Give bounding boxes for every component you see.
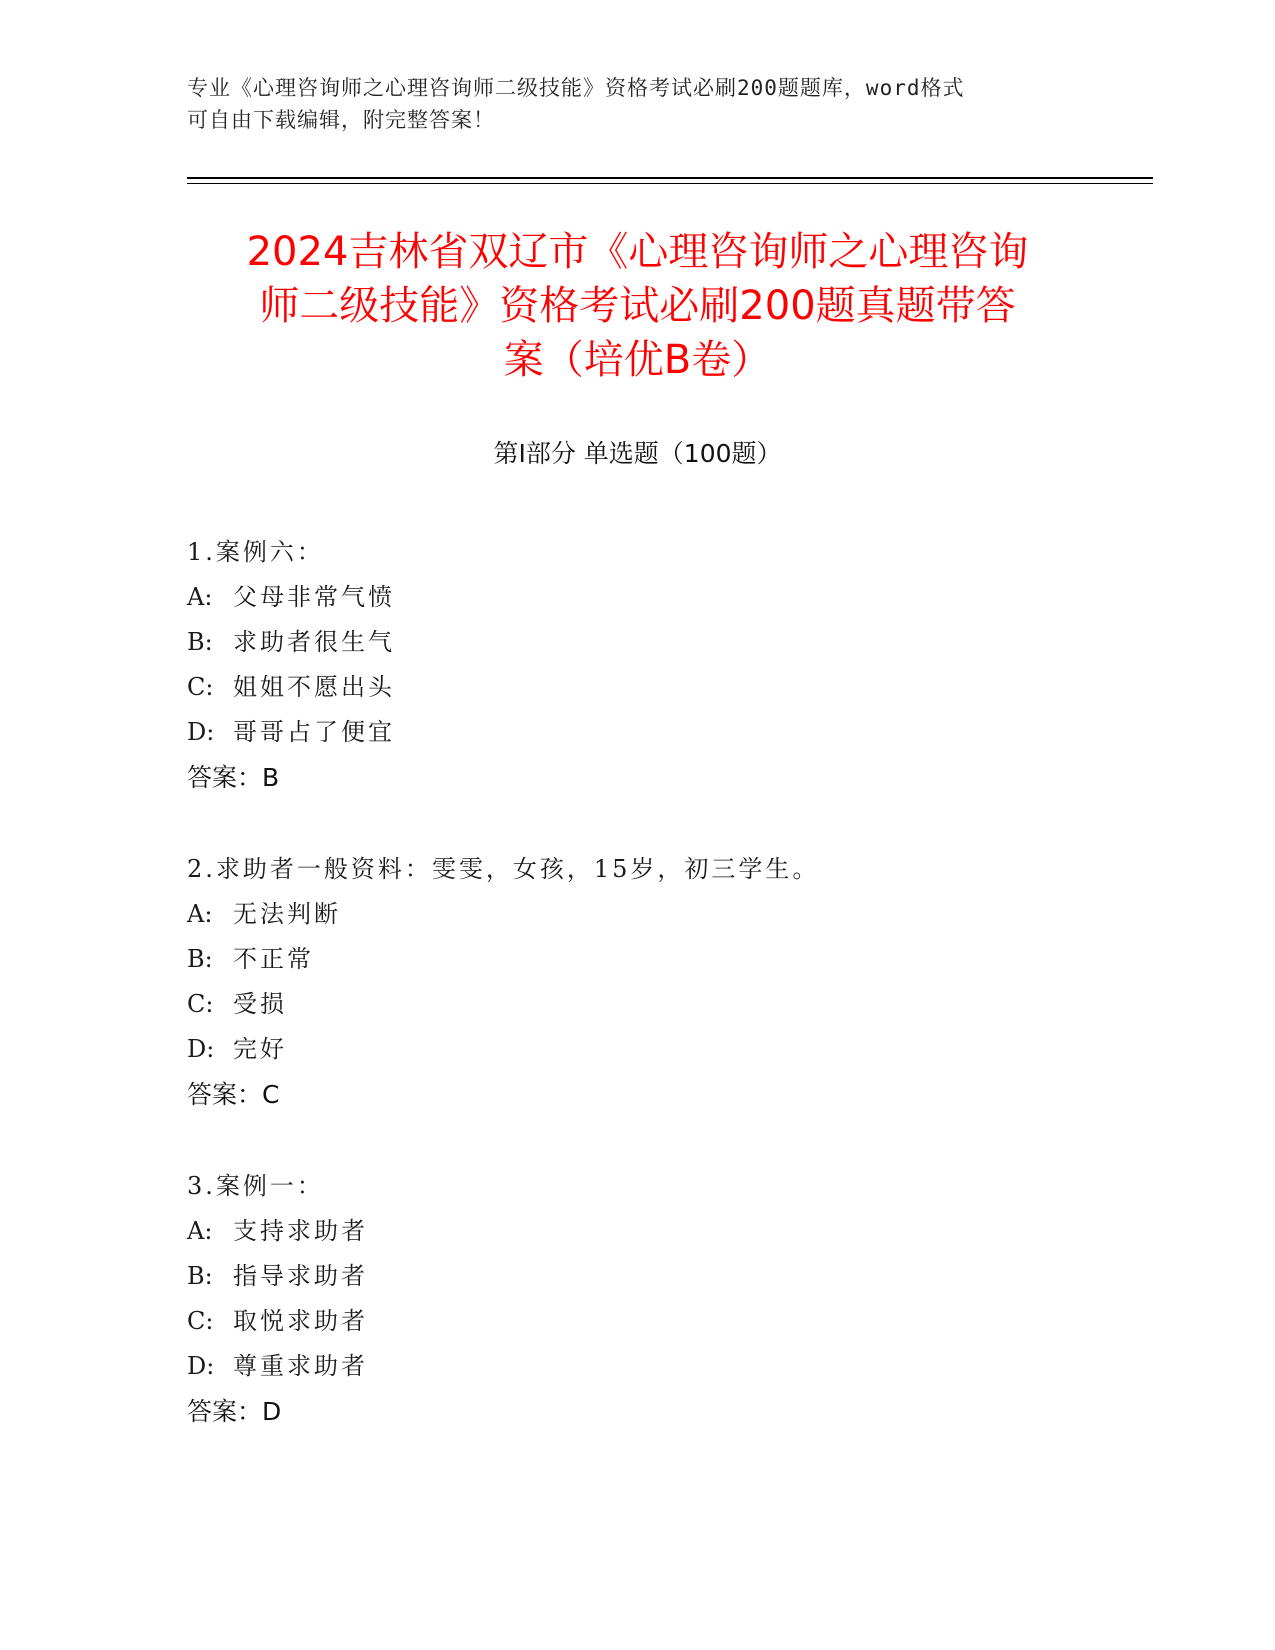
option-letter: B:: [187, 628, 213, 656]
option-d: [187, 1027, 1087, 1072]
option-a: [187, 575, 1087, 620]
option-b: [187, 620, 1087, 665]
document-title: [150, 225, 1125, 387]
option-letter: C:: [187, 673, 214, 701]
option-letter: B:: [187, 1262, 213, 1290]
section-title: 第Ⅰ部分 单选题（100题）: [493, 439, 782, 468]
option-letter: B:: [187, 945, 213, 973]
option-text: 姐姐不愿出头: [233, 673, 395, 701]
option-letter: D:: [187, 718, 215, 746]
option-letter: A:: [187, 900, 213, 928]
question-3: [187, 1164, 1087, 1434]
header-divider-thin: [187, 183, 1153, 184]
option-c: [187, 982, 1087, 1027]
question-2: [187, 847, 1087, 1117]
option-letter: D:: [187, 1035, 215, 1063]
document-title-line-2: 师二级技能》资格考试必刷200题真题带答: [259, 283, 1016, 329]
header-divider-thick: [187, 177, 1153, 179]
option-a: [187, 892, 1087, 937]
document-title-line-1: 2024吉林省双辽市《心理咨询师之心理咨询: [246, 229, 1029, 275]
option-text: 取悦求助者: [233, 1307, 368, 1335]
question-stem: 1.案例六：: [187, 538, 324, 566]
option-a: [187, 1209, 1087, 1254]
question-1: [187, 530, 1087, 800]
option-text: 尊重求助者: [233, 1352, 368, 1380]
option-text: 完好: [233, 1035, 287, 1063]
option-d: [187, 710, 1087, 755]
option-text: 无法判断: [233, 900, 341, 928]
header-note-line-1: 专业《心理咨询师之心理咨询师二级技能》资格考试必刷200题题库，word格式: [187, 76, 965, 100]
header-note: [187, 72, 1067, 136]
option-letter: C:: [187, 990, 214, 1018]
question-list: [187, 530, 1087, 1481]
option-letter: D:: [187, 1352, 215, 1380]
option-letter: A:: [187, 1217, 213, 1245]
option-text: 父母非常气愤: [233, 583, 395, 611]
option-b: [187, 1254, 1087, 1299]
option-c: [187, 665, 1087, 710]
option-d: [187, 1344, 1087, 1389]
question-stem: 3.案例一：: [187, 1172, 324, 1200]
option-c: [187, 1299, 1087, 1344]
option-text: 支持求助者: [233, 1217, 368, 1245]
document-title-line-3: 案（培优B卷）: [503, 337, 772, 383]
question-stem: 2.求助者一般资料：雯雯，女孩，15岁，初三学生。: [187, 855, 820, 883]
option-text: 哥哥占了便宜: [233, 718, 395, 746]
answer-line: 答案：C: [187, 1080, 280, 1109]
option-letter: C:: [187, 1307, 214, 1335]
answer-line: 答案：D: [187, 1397, 282, 1426]
answer-line: 答案：B: [187, 763, 280, 792]
option-letter: A:: [187, 583, 213, 611]
option-b: [187, 937, 1087, 982]
option-text: 求助者很生气: [233, 628, 395, 656]
option-text: 不正常: [233, 945, 314, 973]
option-text: 受损: [233, 990, 287, 1018]
option-text: 指导求助者: [233, 1262, 368, 1290]
header-note-line-2: 可自由下载编辑，附完整答案！: [187, 108, 495, 132]
